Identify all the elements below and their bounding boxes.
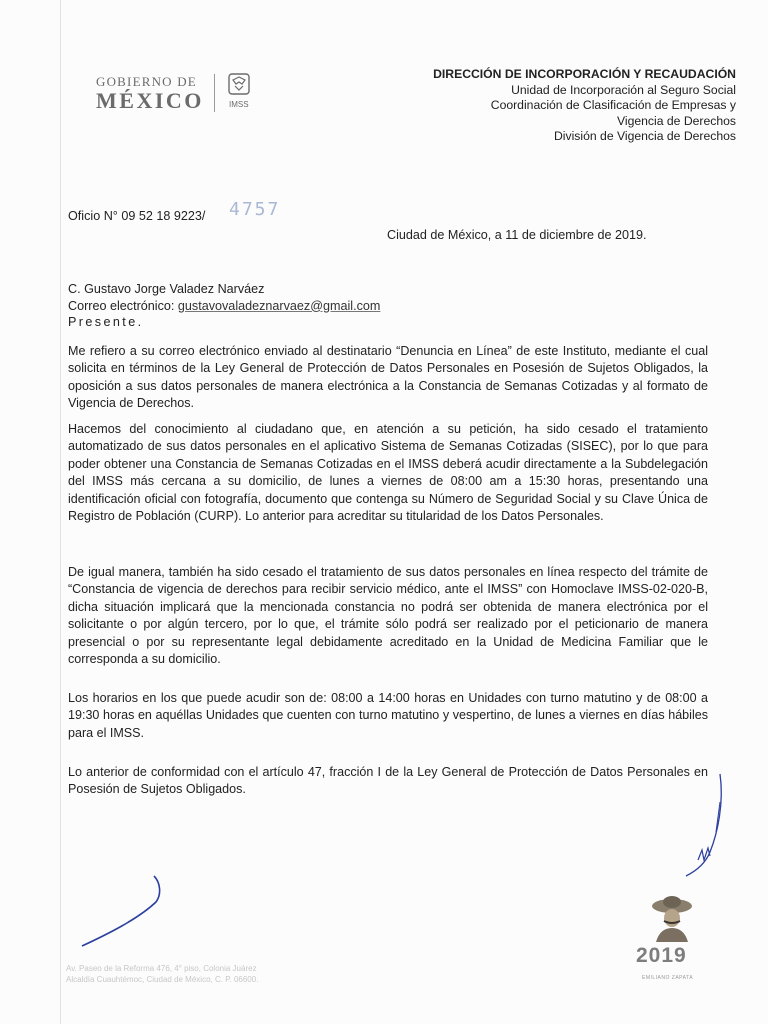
header-division: División de Vigencia de Derechos — [553, 129, 736, 144]
rubric-signature-right — [680, 772, 740, 887]
header-direccion: DIRECCIÓN DE INCORPORACIÓN Y RECAUDACIÓN — [433, 67, 736, 81]
oficio-number: Oficio N° 09 52 18 9223/ — [68, 209, 206, 223]
footer-address-line-1: Av. Paseo de la Reforma 476, 4° piso, Colonia Juárez — [66, 964, 257, 973]
letter-date: Ciudad de México, a 11 de diciembre de 2019. — [387, 228, 647, 242]
presente-text: Presente. — [68, 315, 144, 329]
header-coordinacion: Coordinación de Clasificación de Empresas y — [490, 98, 736, 113]
body-paragraph-3: De igual manera, también ha sido cesado el tratamiento de sus datos personales en línea respecto del trámite de “Constancia de vigencia de derechos para recibir servicio médico, ante el IMSS” con Homoclave IMSS-02-020-B, dicha situación implicará que la mencionada constancia no podrá ser obtenida de manera electrónica por el solicitante o por algún tercero, por lo que, el trámite sólo podrá ser realizado por el peticionario de manera presencial o por su representante legal debidamente acreditado en la Unidad de Medicina Familiar que le corresponda a su domicilio. — [68, 565, 708, 667]
logo-imss-text: IMSS — [229, 100, 249, 109]
footer-address — [66, 963, 258, 985]
rubric-signature-left — [78, 874, 168, 959]
recipient-email-link[interactable]: gustavovaladeznarvaez@gmail.com — [177, 298, 381, 313]
footer-year: 2019 — [636, 944, 687, 967]
letter-header — [433, 67, 736, 145]
header-unidad: Unidad de Incorporación al Seguro Social — [511, 82, 736, 97]
scan-edge-line — [60, 0, 61, 1024]
email-label: Correo electrónico: — [68, 298, 178, 313]
zapata-portrait-icon — [636, 894, 708, 949]
logo-divider — [214, 74, 215, 112]
logo-mexico-text: MÉXICO — [96, 88, 204, 113]
recipient-email-line — [68, 298, 380, 315]
body-paragraph-2: Hacemos del conocimiento al ciudadano que, en atención a su petición, ha sido cesado el tratamiento automatizado de sus datos personales en el aplicativo Sistema de Semanas Cotizadas (SISEC), por lo que para poder obtener una Constancia de Semanas Cotizadas en el IMSS deberá acudir directamente a la Subdelegación del IMSS más cercana a su domicilio, de lunes a viernes de 08:00 am a 15:30 horas, presentando una identificación oficial con fotografía, documento que contenga su Número de Seguridad Social y su Clave Única de Registro de Población (CURP). Lo anterior para acreditar su titularidad de los Datos Personales. — [68, 422, 708, 524]
oficio-stamp-number: 4757 — [229, 199, 281, 220]
recipient-block — [68, 281, 380, 331]
recipient-name: C. Gustavo Jorge Valadez Narváez — [68, 282, 265, 296]
body-paragraph-5: Lo anterior de conformidad con el artículo 47, fracción I de la Ley General de Protección de Datos Personales en Posesión de Sujetos Obligados. — [68, 765, 708, 797]
header-vigencia: Vigencia de Derechos — [616, 113, 736, 128]
body-paragraph-4: Los horarios en los que puede acudir son de: 08:00 a 14:00 horas en Unidades con turno matutino y de 08:00 a 19:30 horas en aquéllas Unidades que cuenten con turno matutino y vespertino, de lunes a viernes en días hábiles para el IMSS. — [68, 691, 708, 740]
logo-gobierno-text: GOBIERNO DE — [96, 74, 197, 89]
footer-address-line-2: Alcaldía Cuauhtémoc, Ciudad de México, C. P. 06600. — [66, 975, 259, 984]
footer-caption: EMILIANO ZAPATA — [642, 975, 694, 981]
body-paragraph-1: Me refiero a su correo electrónico enviado al destinatario “Denuncia en Línea” de este Instituto, mediante el cual solicita en términos de la Ley General de Protección de Datos Personales en Posesión de Sujetos Obligados, la oposición a sus datos personales de manera electrónica a la Constancia de Semanas Cotizadas y al formato de Vigencia de Derechos. — [68, 344, 708, 411]
